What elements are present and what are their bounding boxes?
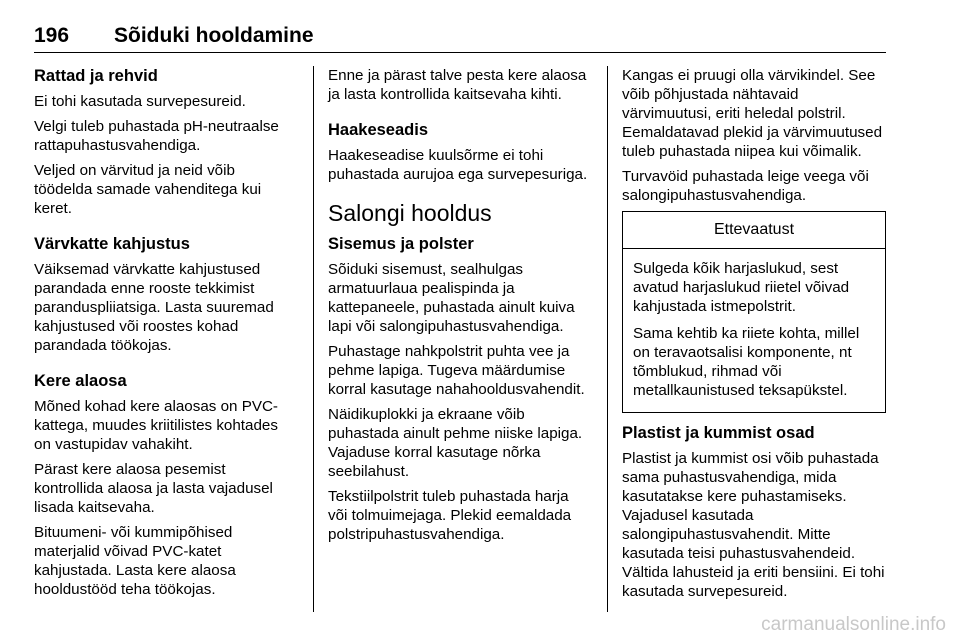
heading-plastic-rubber: Plastist ja kummist osad	[622, 424, 815, 442]
caution-title: Ettevaatust	[623, 212, 885, 249]
paragraph: Mõned kohad kere alaosas on PVC-kattega, muudes kriitilistes kohtades on vastupidav vahakiht.	[34, 398, 278, 453]
heading-wheels: Rattad ja rehvid	[34, 67, 158, 85]
column-divider	[313, 66, 314, 612]
paragraph: Sama kehtib ka riiete kohta, millel on teravaotsalisi komponente, nt tõmblukud, rihmad või metallkaunistused teksapükstel.	[633, 325, 860, 399]
paragraph: Puhastage nahkpolstrit puhta vee ja pehme lapiga. Tugeva määrdumise korral kasutage nahahooldusvahendit.	[328, 343, 585, 398]
paragraph: Haakeseadise kuulsõrme ei tohi puhastada aurujoa ega survepesuriga.	[328, 147, 588, 183]
paragraph: Sõiduki sisemust, sealhulgas armatuurlaua pealispinda ja kattepaneele, puhastada ainult kuiva lapi või salongipuhastusvahendiga.	[328, 261, 575, 335]
heading-paint-damage: Värvkatte kahjustus	[34, 235, 190, 253]
paragraph: Tekstiilpolstrit tuleb puhastada harja või tolmuimejaga. Plekid eemaldada polstripuhastusvahendiga.	[328, 488, 572, 543]
chapter-title: Sõiduki hooldamine	[114, 24, 314, 47]
caution-box	[622, 211, 886, 413]
paragraph: Sulgeda kõik harjaslukud, sest avatud harjaslukud riietel võivad kahjustada istmepolstrit.	[633, 260, 850, 315]
paragraph: Turvavöid puhastada leige veega või salongipuhastusvahendiga.	[622, 168, 869, 204]
watermark-text: carmanualsonline.info	[761, 614, 946, 635]
page-header	[34, 22, 886, 53]
paragraph: Väiksemad värvkatte kahjustused parandada enne rooste tekkimist paranduspliiatsiga. Lasta suuremad kahjustused või roostes kohad parandada töökojas.	[34, 261, 274, 354]
heading-tow-bar: Haakeseadis	[328, 121, 428, 139]
paragraph: Näidikuplokki ja ekraane võib puhastada ainult pehme niiske lapiga. Vajaduse korral kasutage nõrka seebilahust.	[328, 406, 583, 480]
caution-body	[623, 249, 885, 412]
heading-underbody: Kere alaosa	[34, 372, 127, 390]
paragraph: Ei tohi kasutada survepesureid.	[34, 93, 246, 110]
heading-interior-upholstery: Sisemus ja polster	[328, 235, 474, 253]
column-1	[34, 66, 296, 605]
page-number: 196	[34, 24, 70, 47]
paragraph: Bituumeni- või kummipõhised materjalid võivad PVC-katet kahjustada. Lasta kere alaosa hooldustööd teha töökojas.	[34, 524, 236, 598]
heading-interior-care: Salongi hooldus	[328, 200, 492, 226]
column-3	[622, 66, 888, 607]
paragraph: Kangas ei pruugi olla värvikindel. See võib põhjustada nähtavaid värvimuutusi, eriti heledal polstril. Eemaldatavad plekid ja värvimuutused tuleb puhastada niipea kui võimalik.	[622, 67, 883, 160]
paragraph: Veljed on värvitud ja neid võib töödelda samade vahenditega kui keret.	[34, 162, 262, 217]
paragraph: Enne ja pärast talve pesta kere alaosa ja lasta kontrollida kaitsevaha kihti.	[328, 67, 587, 103]
paragraph: Plastist ja kummist osi võib puhastada sama puhastusvahendiga, mida kasutatakse kere puhastamiseks. Vajadusel kasutada salongipuhastusvahendit. Mitte kasutada teisi puhastusvahendeid. Vältida lahusteid ja eriti bensiini. Ei tohi kasutada survepesureid.	[622, 450, 885, 600]
paragraph: Velgi tuleb puhastada pH-neutraalse rattapuhastusvahendiga.	[34, 118, 279, 154]
column-divider	[607, 66, 608, 612]
paragraph: Pärast kere alaosa pesemist kontrollida alaosa ja lasta vajadusel lisada kaitsevaha.	[34, 461, 273, 516]
column-2	[328, 66, 592, 550]
